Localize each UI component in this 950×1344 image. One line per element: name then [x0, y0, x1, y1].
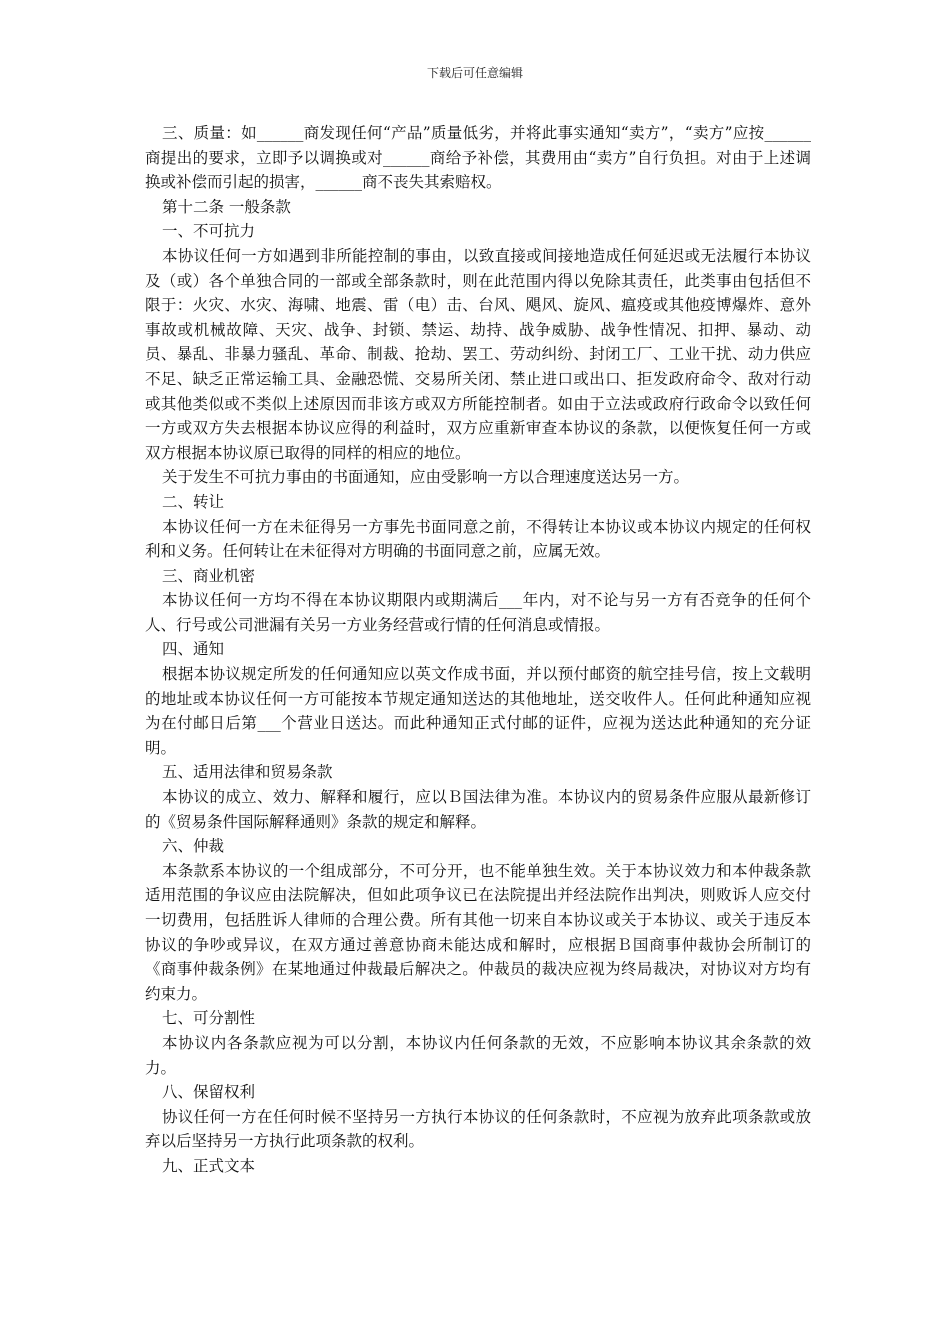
- section-heading-force-majeure: 一、不可抗力: [162, 222, 256, 241]
- paragraph-assignment: 本协议任何一方在未征得另一方事先书面同意之前，不得转让本协议或本协议内规定的任何权利和义务。任何转让在未征得对方明确的书面同意之前，应属无效。: [145, 517, 811, 561]
- section-heading-confidentiality: 三、商业机密: [162, 566, 256, 585]
- paragraph-quality: 三、质量：如______商发现任何“产品”质量低劣，并将此事实通知“卖方”，“卖方”应按______商提出的要求，立即予以调换或对______商给予补偿，其费用由“卖方”自行负担。对由于上述调换或补偿而引起的损害，______商不丧失其索赔权。: [145, 124, 811, 192]
- page-header: 下载后可任意编辑: [426, 66, 523, 80]
- paragraph-governing-law: 本协议的成立、效力、解释和履行，应以Ｂ国法律为准。本协议内的贸易条件应服从最新修订的《贸易条件国际解释通则》条款的规定和解释。: [145, 788, 811, 831]
- document-body: [145, 121, 811, 1179]
- section-heading-official-text: 九、正式文本: [162, 1156, 256, 1175]
- paragraph-arbitration: 本条款系本协议的一个组成部分，不可分开，也不能单独生效。关于本协议效力和本仲裁条款适用范围的争议应由法院解决，但如此项争议已在法院提出并经法院作出判决，则败诉人应交付一切费用，包括胜诉人律师的合理公费。所有其他一切来自本协议或关于本协议、或关于违反本协议的争吵或异议，在双方通过善意协商未能达成和解时，应根据Ｂ国商事仲裁协会所制订的《商事仲裁条例》在某地通过仲裁最后解决之。仲裁员的裁决应视为终局裁决，对协议对方均有约束力。: [145, 861, 811, 1003]
- section-heading-severability: 七、可分割性: [162, 1009, 256, 1028]
- paragraph-notice-force-majeure: 关于发生不可抗力事由的书面通知，应由受影响一方以合理速度送达另一方。: [162, 468, 690, 487]
- paragraph-reservation: 协议任何一方在任何时候不坚持另一方执行本协议的任何条款时，不应视为放弃此项条款或放弃以后坚持另一方执行此项条款的权利。: [145, 1107, 811, 1151]
- section-heading-arbitration: 六、仲裁: [162, 837, 225, 856]
- paragraph-severability: 本协议内各条款应视为可以分割，本协议内任何条款的无效，不应影响本协议其余条款的效力。: [145, 1033, 811, 1077]
- section-heading-governing-law: 五、适用法律和贸易条款: [162, 763, 333, 782]
- section-heading-assignment: 二、转让: [162, 492, 225, 511]
- paragraph-confidentiality: 本协议任何一方均不得在本协议期限内或期满后___年内，对不论与另一方有否竞争的任何个人、行号或公司泄漏有关另一方业务经营或行情的任何消息或情报。: [145, 591, 811, 634]
- article-heading: 第十二条 一般条款: [162, 197, 291, 216]
- paragraph-force-majeure: 本协议任何一方如遇到非所能控制的事由，以致直接或间接地造成任何延迟或无法履行本协议及（或）各个单独合同的一部或全部条款时，则在此范围内得以免除其责任，此类事由包括但不限于：火灾、水灾、海啸、地震、雷（电）击、台风、飓风、旋风、瘟疫或其他疫博爆炸、意外事故或机械故障、天灾、战争、封锁、禁运、劫持、战争威胁、战争性情况、扣押、暴动、动员、暴乱、非暴力骚乱、革命、制裁、抢劫、罢工、劳动纠纷、封闭工厂、工业干扰、动力供应不足、缺乏正常运输工具、金融恐慌、交易所关闭、禁止进口或出口、拒发政府命令、敌对行动或其他类似或不类似上述原因而非该方或双方所能控制者。如由于立法或政府行政命令以致任何一方或双方失去根据本协议应得的利益时，双方应重新审查本协议的条款，以便恢复任何一方或双方根据本协议原已取得的同样的相应的地位。: [145, 246, 811, 462]
- section-heading-notices: 四、通知: [162, 640, 225, 659]
- paragraph-notices: 根据本协议规定所发的任何通知应以英文作成书面，并以预付邮资的航空挂号信，按上文载明的地址或本协议任何一方可能按本节规定通知送达的其他地址，送交收件人。任何此种通知应视为在付邮日后第___个营业日送达。而此种通知正式付邮的证件，应视为送达此种通知的充分证明。: [145, 665, 811, 757]
- section-heading-reservation: 八、保留权利: [162, 1083, 256, 1102]
